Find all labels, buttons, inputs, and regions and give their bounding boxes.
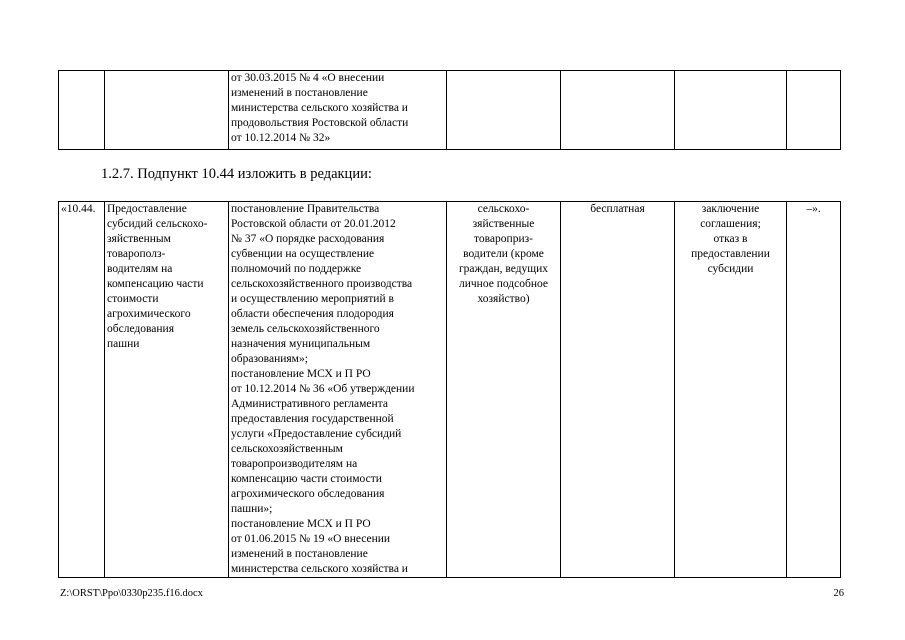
cell-cost: бесплатная [561,202,675,578]
table-row [59,202,841,578]
footer-file-path: Z:\ORST\Ppo\0330p235.f16.docx [60,588,203,599]
cell-number: «10.44. [59,202,105,578]
cell-legal-basis: от 30.03.2015 № 4 «О внесении изменений в постановление министерства сельского хозяйства и продовольствия Ростовской области от 10.12.2014 № 32» [229,71,447,150]
cell-legal-basis: постановление Правительства Ростовской области от 20.01.2012 № 37 «О порядке расходования субвенции на осуществление полномочий по поддержке сельскохозяйственного производства и осуществлению мероприятий в области обеспечения плодородия земель сельскохозяйственного назначения муниципальным образованиям»; постановление МСХ и П РО от 10.12.2014 № 36 «Об утверждении Административного регламента предоставления государственной услуги «Предоставление субсидий сельскохозяйственным товаропроизводителям на компенсацию части стоимости агрохимического обследования пашни»; постановление МСХ и П РО от 01.06.2015 № 19 «О внесении изменений в постановление министерства сельского хозяйства и [229,202,447,578]
cell-result [675,71,787,150]
cell-last: –». [787,202,841,578]
table-row [59,71,841,150]
cell-recipients [447,71,561,150]
cell-result: заключение соглашения; отказ в предоставлении субсидии [675,202,787,578]
page-number: 26 [833,588,844,599]
cell-last [787,71,841,150]
cell-service-name: Предоставление субсидий сельскохо- зяйственным товарополз- водителям на компенсацию части стоимости агрохимического обследования пашни [105,202,229,578]
continued-table [58,70,841,150]
subsection-table [58,201,841,578]
cell-number [59,71,105,150]
cell-recipients: сельскохо- зяйственные товароприз- водители (кроме граждан, ведущих личное подсобное хозяйство) [447,202,561,578]
cell-cost [561,71,675,150]
cell-service-name [105,71,229,150]
section-heading: 1.2.7. Подпункт 10.44 изложить в редакции: [101,166,372,182]
